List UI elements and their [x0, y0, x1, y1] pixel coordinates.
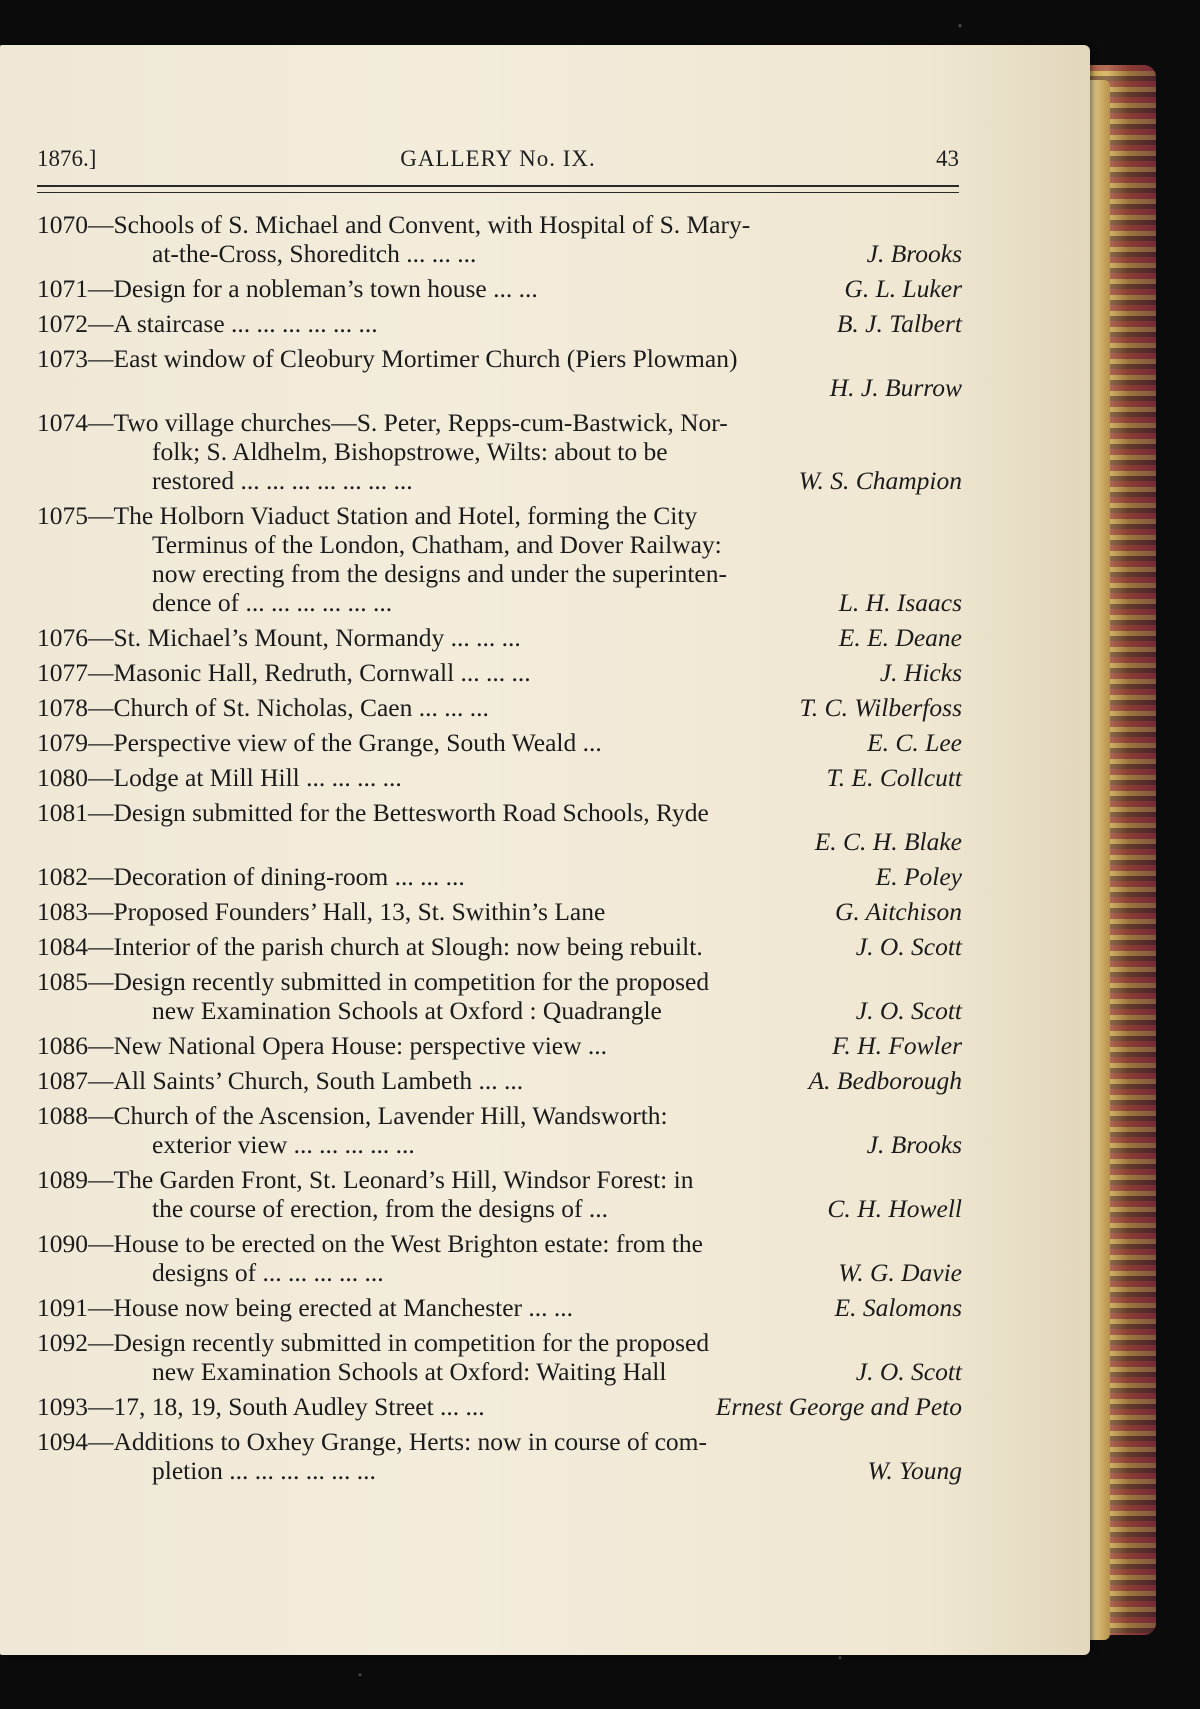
- entry-line: [37, 1456, 962, 1485]
- entry-text: Terminus of the London, Chatham, and Dover Railway:: [152, 530, 722, 559]
- entry-text: 1081—Design submitted for the Bettesworth Road Schools, Ryde: [37, 798, 709, 827]
- entry-line: [37, 530, 962, 559]
- entry-line: [37, 862, 962, 891]
- entry-text: 1091—House now being erected at Manchester ... ...: [37, 1293, 574, 1322]
- header-rule-thin: [37, 192, 959, 193]
- entry-text: dence of ... ... ... ... ... ...: [152, 588, 393, 617]
- entry-line: [37, 1229, 962, 1258]
- entry-text: 1089—The Garden Front, St. Leonard’s Hill, Windsor Forest: in: [37, 1165, 694, 1194]
- catalogue-entry: [37, 408, 962, 495]
- catalogue-entry: [37, 798, 962, 856]
- page-edges: [1088, 80, 1110, 1640]
- entry-line: [37, 1293, 962, 1322]
- entry-text: 1074—Two village churches—S. Peter, Repps-cum-Bastwick, Nor-: [37, 408, 728, 437]
- entry-text: 1085—Design recently submitted in competition for the proposed: [37, 967, 710, 996]
- header-year: 1876.]: [37, 146, 97, 171]
- catalogue-entry: [37, 763, 962, 792]
- entry-text: 1088—Church of the Ascension, Lavender Hill, Wandsworth:: [37, 1101, 668, 1130]
- entry-line: [37, 239, 962, 268]
- entry-text: the course of erection, from the designs of ...: [152, 1194, 609, 1223]
- entry-line: [37, 1357, 962, 1386]
- entry-text: 1073—East window of Cleobury Mortimer Church (Piers Plowman): [37, 344, 738, 373]
- catalogue-entry: [37, 1392, 962, 1421]
- entry-line: [37, 623, 962, 652]
- entry-text: new Examination Schools at Oxford: Waiting Hall: [152, 1357, 667, 1386]
- entry-author: J. O. Scott: [855, 1357, 962, 1386]
- entry-text: 1080—Lodge at Mill Hill ... ... ... ...: [37, 763, 402, 792]
- entry-line: [37, 210, 962, 239]
- entry-line: [37, 309, 962, 338]
- entry-text: 1083—Proposed Founders’ Hall, 13, St. Swithin’s Lane: [37, 897, 606, 926]
- catalogue-entry: [37, 501, 962, 617]
- entry-text: 1082—Decoration of dining-room ... ... ...: [37, 862, 465, 891]
- catalogue-entry: [37, 1066, 962, 1095]
- entry-line: [37, 658, 962, 687]
- entry-author: E. Poley: [875, 862, 962, 891]
- catalogue-entry: [37, 210, 962, 268]
- entry-line: [37, 1066, 962, 1095]
- entry-line: [37, 728, 962, 757]
- entry-line: [37, 344, 962, 373]
- entry-line: [37, 932, 962, 961]
- entry-author: T. C. Wilberfoss: [799, 693, 962, 722]
- entry-author: J. Brooks: [866, 239, 962, 268]
- entry-text: exterior view ... ... ... ... ...: [152, 1130, 415, 1159]
- entry-text: 1086—New National Opera House: perspective view ...: [37, 1031, 608, 1060]
- entry-line: [37, 1165, 962, 1194]
- entry-author-line: [37, 373, 962, 402]
- entry-text: 1078—Church of St. Nicholas, Caen ... ... ...: [37, 693, 489, 722]
- catalogue-entry: [37, 1165, 962, 1223]
- entry-author: J. Hicks: [879, 658, 962, 687]
- catalogue-entry: [37, 1328, 962, 1386]
- catalogue-entry: [37, 1229, 962, 1287]
- entry-line: [37, 798, 962, 827]
- entry-author: C. H. Howell: [827, 1194, 962, 1223]
- entry-author: Ernest George and Peto: [715, 1392, 962, 1421]
- entry-text: now erecting from the designs and under the superinten-: [152, 559, 727, 588]
- catalogue-entry: [37, 274, 962, 303]
- catalogue-entry: [37, 693, 962, 722]
- entry-author: T. E. Collcutt: [826, 763, 962, 792]
- catalogue-entry: [37, 728, 962, 757]
- running-header: [37, 146, 959, 176]
- entry-text: new Examination Schools at Oxford : Quadrangle: [152, 996, 662, 1025]
- catalogue-entry: [37, 1427, 962, 1485]
- entry-author: J. O. Scott: [855, 996, 962, 1025]
- entry-author: W. S. Champion: [798, 466, 962, 495]
- entry-line: [37, 763, 962, 792]
- entry-text: pletion ... ... ... ... ... ...: [152, 1456, 376, 1485]
- entry-line: [37, 1194, 962, 1223]
- catalogue-entry: [37, 1031, 962, 1060]
- entry-author: E. E. Deane: [838, 623, 962, 652]
- catalogue-entries: [37, 210, 962, 1485]
- catalogue-entry: [37, 932, 962, 961]
- catalogue-entry: [37, 623, 962, 652]
- entry-author: J. Brooks: [866, 1130, 962, 1159]
- entry-author: W. G. Davie: [838, 1258, 962, 1287]
- entry-line: [37, 437, 962, 466]
- entry-text: at-the-Cross, Shoreditch ... ... ...: [152, 239, 477, 268]
- entry-line: [37, 559, 962, 588]
- catalogue-entry: [37, 1101, 962, 1159]
- entry-author: E. C. Lee: [867, 728, 962, 757]
- entry-text: 1071—Design for a nobleman’s town house ... ...: [37, 274, 538, 303]
- entry-line: [37, 897, 962, 926]
- entry-line: [37, 967, 962, 996]
- catalogue-entry: [37, 862, 962, 891]
- entry-line: [37, 588, 962, 617]
- header-rule-thick: [37, 185, 959, 187]
- entry-text: folk; S. Aldhelm, Bishopstrowe, Wilts: about to be: [152, 437, 668, 466]
- entry-text: 1090—House to be erected on the West Brighton estate: from the: [37, 1229, 703, 1258]
- catalogue-entry: [37, 309, 962, 338]
- entry-line: [37, 501, 962, 530]
- entry-author: F. H. Fowler: [832, 1031, 962, 1060]
- catalogue-entry: [37, 1293, 962, 1322]
- catalogue-entry: [37, 967, 962, 1025]
- entry-text: 1076—St. Michael’s Mount, Normandy ... ... ...: [37, 623, 521, 652]
- entry-text: designs of ... ... ... ... ...: [152, 1258, 384, 1287]
- entry-line: [37, 466, 962, 495]
- entry-author: G. L. Luker: [844, 274, 962, 303]
- entry-line: [37, 1130, 962, 1159]
- catalogue-entry: [37, 897, 962, 926]
- entry-author: E. C. H. Blake: [814, 827, 962, 856]
- entry-line: [37, 274, 962, 303]
- entry-text: restored ... ... ... ... ... ... ...: [152, 466, 413, 495]
- entry-author: H. J. Burrow: [829, 373, 962, 402]
- entry-line: [37, 693, 962, 722]
- entry-text: 1087—All Saints’ Church, South Lambeth ... ...: [37, 1066, 524, 1095]
- entry-line: [37, 1031, 962, 1060]
- entry-text: 1093—17, 18, 19, South Audley Street ... ...: [37, 1392, 485, 1421]
- entry-line: [37, 1101, 962, 1130]
- entry-text: 1084—Interior of the parish church at Slough: now being rebuilt.: [37, 932, 703, 961]
- entry-author: J. O. Scott: [855, 932, 962, 961]
- entry-text: 1094—Additions to Oxhey Grange, Herts: now in course of com-: [37, 1427, 707, 1456]
- header-gallery-title: GALLERY No. IX.: [400, 146, 596, 171]
- entry-text: 1079—Perspective view of the Grange, South Weald ...: [37, 728, 602, 757]
- entry-line: [37, 996, 962, 1025]
- catalogue-entry: [37, 344, 962, 402]
- entry-line: [37, 1392, 962, 1421]
- entry-line: [37, 408, 962, 437]
- entry-author: B. J. Talbert: [836, 309, 962, 338]
- entry-text: 1075—The Holborn Viaduct Station and Hotel, forming the City: [37, 501, 698, 530]
- entry-text: 1077—Masonic Hall, Redruth, Cornwall ... ... ...: [37, 658, 531, 687]
- catalogue-entry: [37, 658, 962, 687]
- page-number: 43: [936, 146, 959, 171]
- entry-author: A. Bedborough: [808, 1066, 962, 1095]
- entry-line: [37, 1258, 962, 1287]
- entry-line: [37, 1427, 962, 1456]
- entry-author: G. Aitchison: [834, 897, 962, 926]
- entry-text: 1070—Schools of S. Michael and Convent, with Hospital of S. Mary-: [37, 210, 751, 239]
- entry-text: 1072—A staircase ... ... ... ... ... ...: [37, 309, 378, 338]
- entry-author: W. Young: [867, 1456, 962, 1485]
- entry-author: E. Salomons: [834, 1293, 962, 1322]
- entry-line: [37, 1328, 962, 1357]
- entry-author-line: [37, 827, 962, 856]
- entry-author: L. H. Isaacs: [838, 588, 962, 617]
- entry-text: 1092—Design recently submitted in competition for the proposed: [37, 1328, 710, 1357]
